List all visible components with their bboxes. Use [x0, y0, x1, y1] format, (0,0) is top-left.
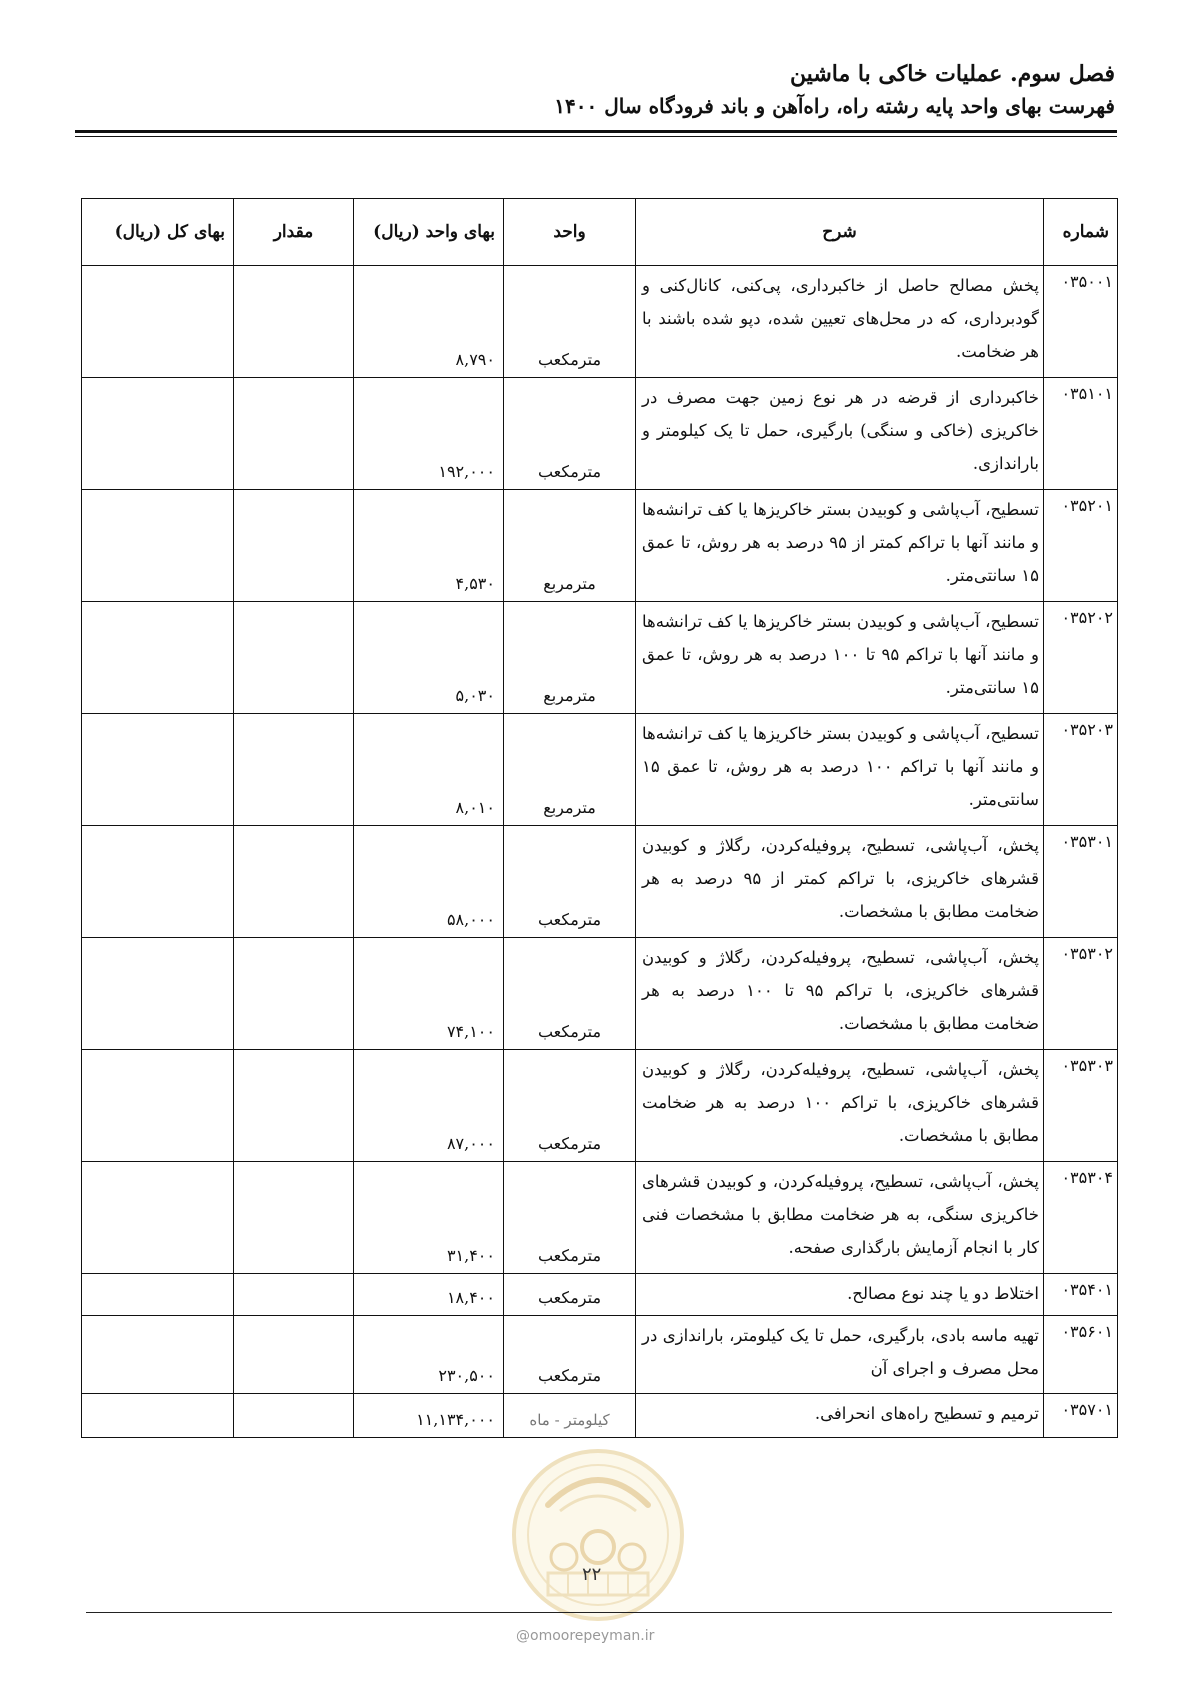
item-unit-price: ۴,۵۳۰	[354, 490, 504, 602]
table-row	[82, 1050, 1118, 1162]
item-description: اختلاط دو یا چند نوع مصالح.	[636, 1274, 1044, 1316]
item-total	[82, 378, 234, 490]
item-quantity	[234, 938, 354, 1050]
header-rule-thin	[75, 136, 1117, 137]
item-unit-price: ۸,۷۹۰	[354, 266, 504, 378]
item-code: ۰۳۵۳۰۱	[1044, 826, 1118, 938]
header-code: شماره	[1044, 199, 1118, 266]
item-code: ۰۳۵۲۰۲	[1044, 602, 1118, 714]
item-quantity	[234, 1394, 354, 1438]
item-unit-price: ۱۸,۴۰۰	[354, 1274, 504, 1316]
document-title: فهرست بهای واحد پایه رشته راه، راه‌آهن و باند فرودگاه سال ۱۴۰۰	[554, 94, 1115, 118]
page-header	[75, 58, 1115, 122]
item-unit-price: ۵۸,۰۰۰	[354, 826, 504, 938]
item-description: ترمیم و تسطیح راه‌های انحرافی.	[636, 1394, 1044, 1438]
item-quantity	[234, 378, 354, 490]
header-rule-thick	[75, 130, 1117, 133]
item-unit: مترمربع	[504, 714, 636, 826]
item-code: ۰۳۵۳۰۲	[1044, 938, 1118, 1050]
item-unit-price: ۳۱,۴۰۰	[354, 1162, 504, 1274]
watermark-text: @omoorepeyman.ir	[516, 1628, 655, 1644]
item-quantity	[234, 1316, 354, 1394]
item-unit-price: ۲۳۰,۵۰۰	[354, 1316, 504, 1394]
item-total	[82, 714, 234, 826]
item-code: ۰۳۵۱۰۱	[1044, 378, 1118, 490]
table-header-row	[82, 199, 1118, 266]
item-code: ۰۳۵۲۰۳	[1044, 714, 1118, 826]
item-description: پخش، آب‌پاشی، تسطیح، پروفیله‌کردن، و کوبیدن قشرهای خاکریزی سنگی، به هر ضخامت مطابق با مشخصات فنی کار با انجام آزمایش بارگذاری صفحه.	[636, 1162, 1044, 1274]
table-row	[82, 1162, 1118, 1274]
item-quantity	[234, 1274, 354, 1316]
item-quantity	[234, 1162, 354, 1274]
item-quantity	[234, 1050, 354, 1162]
table-row	[82, 714, 1118, 826]
table-row	[82, 1316, 1118, 1394]
item-unit: مترمکعب	[504, 1050, 636, 1162]
item-quantity	[234, 266, 354, 378]
item-unit-price: ۸,۰۱۰	[354, 714, 504, 826]
item-unit: مترمربع	[504, 602, 636, 714]
header-quantity: مقدار	[234, 199, 354, 266]
item-code: ۰۳۵۳۰۴	[1044, 1162, 1118, 1274]
item-unit-price: ۱۹۲,۰۰۰	[354, 378, 504, 490]
item-unit: مترمکعب	[504, 378, 636, 490]
table-row	[82, 826, 1118, 938]
price-list-table	[81, 198, 1118, 1438]
page-number: ۲۲	[582, 1564, 602, 1585]
item-total	[82, 1394, 234, 1438]
item-unit-price: ۸۷,۰۰۰	[354, 1050, 504, 1162]
item-code: ۰۳۵۳۰۳	[1044, 1050, 1118, 1162]
omoorepeyman-seal-logo	[508, 1445, 688, 1625]
table-row	[82, 938, 1118, 1050]
item-quantity	[234, 602, 354, 714]
table-row	[82, 1394, 1118, 1438]
table-row	[82, 266, 1118, 378]
item-description: تسطیح، آب‌پاشی و کوبیدن بستر خاکریزها یا کف ترانشه‌ها و مانند آنها با تراکم ۱۰۰ درصد به هر روش، تا عمق ۱۵ سانتی‌متر.	[636, 714, 1044, 826]
item-code: ۰۳۵۴۰۱	[1044, 1274, 1118, 1316]
item-total	[82, 1316, 234, 1394]
item-total	[82, 602, 234, 714]
item-total	[82, 1050, 234, 1162]
item-unit: مترمکعب	[504, 266, 636, 378]
item-quantity	[234, 714, 354, 826]
item-unit: مترمکعب	[504, 1274, 636, 1316]
item-quantity	[234, 490, 354, 602]
item-unit: مترمربع	[504, 490, 636, 602]
item-quantity	[234, 826, 354, 938]
table-row	[82, 378, 1118, 490]
footer-rule	[86, 1612, 1112, 1613]
item-unit-price: ۵,۰۳۰	[354, 602, 504, 714]
item-unit: مترمکعب	[504, 938, 636, 1050]
item-description: تهیه ماسه بادی، بارگیری، حمل تا یک کیلومتر، باراندازی در محل مصرف و اجرای آن	[636, 1316, 1044, 1394]
item-code: ۰۳۵۰۰۱	[1044, 266, 1118, 378]
item-total	[82, 1162, 234, 1274]
table-row	[82, 1274, 1118, 1316]
table-row	[82, 490, 1118, 602]
header-unit-price: بهای واحد (ریال)	[354, 199, 504, 266]
item-unit: مترمکعب	[504, 1316, 636, 1394]
item-description: پخش، آب‌پاشی، تسطیح، پروفیله‌کردن، رگلاژ و کوبیدن قشرهای خاکریزی، با تراکم ۱۰۰ درصد به هر ضخامت مطابق با مشخصات.	[636, 1050, 1044, 1162]
item-total	[82, 266, 234, 378]
table-row	[82, 602, 1118, 714]
item-description: خاکبرداری از قرضه در هر نوع زمین جهت مصرف در خاکریزی (خاکی و سنگی) بارگیری، حمل تا یک کیلومتر و باراندازی.	[636, 378, 1044, 490]
item-unit: کیلومتر - ماه	[504, 1394, 636, 1438]
header-description: شرح	[636, 199, 1044, 266]
chapter-title: فصل سوم. عملیات خاکی با ماشین	[789, 61, 1115, 87]
item-description: تسطیح، آب‌پاشی و کوبیدن بستر خاکریزها یا کف ترانشه‌ها و مانند آنها با تراکم کمتر از ۹۵ درصد به هر روش، تا عمق ۱۵ سانتی‌متر.	[636, 490, 1044, 602]
item-description: پخش، آب‌پاشی، تسطیح، پروفیله‌کردن، رگلاژ و کوبیدن قشرهای خاکریزی، با تراکم ۹۵ تا ۱۰۰ درصد به هر ضخامت مطابق با مشخصات.	[636, 938, 1044, 1050]
item-total	[82, 490, 234, 602]
item-total	[82, 826, 234, 938]
item-code: ۰۳۵۶۰۱	[1044, 1316, 1118, 1394]
item-unit-price: ۷۴,۱۰۰	[354, 938, 504, 1050]
item-unit: مترمکعب	[504, 1162, 636, 1274]
header-unit: واحد	[504, 199, 636, 266]
item-total	[82, 938, 234, 1050]
item-description: پخش، آب‌پاشی، تسطیح، پروفیله‌کردن، رگلاژ و کوبیدن قشرهای خاکریزی، با تراکم کمتر از ۹۵ درصد به هر ضخامت مطابق با مشخصات.	[636, 826, 1044, 938]
header-total-price: بهای کل (ریال)	[82, 199, 234, 266]
item-total	[82, 1274, 234, 1316]
item-description: تسطیح، آب‌پاشی و کوبیدن بستر خاکریزها یا کف ترانشه‌ها و مانند آنها با تراکم ۹۵ تا ۱۰۰ درصد به هر روش، تا عمق ۱۵ سانتی‌متر.	[636, 602, 1044, 714]
item-unit-price: ۱۱,۱۳۴,۰۰۰	[354, 1394, 504, 1438]
item-code: ۰۳۵۲۰۱	[1044, 490, 1118, 602]
item-unit: مترمکعب	[504, 826, 636, 938]
item-code: ۰۳۵۷۰۱	[1044, 1394, 1118, 1438]
item-description: پخش مصالح حاصل از خاکبرداری، پی‌کنی، کانال‌کنی و گودبرداری، که در محل‌های تعیین شده، دپو شده باشند با هر ضخامت.	[636, 266, 1044, 378]
